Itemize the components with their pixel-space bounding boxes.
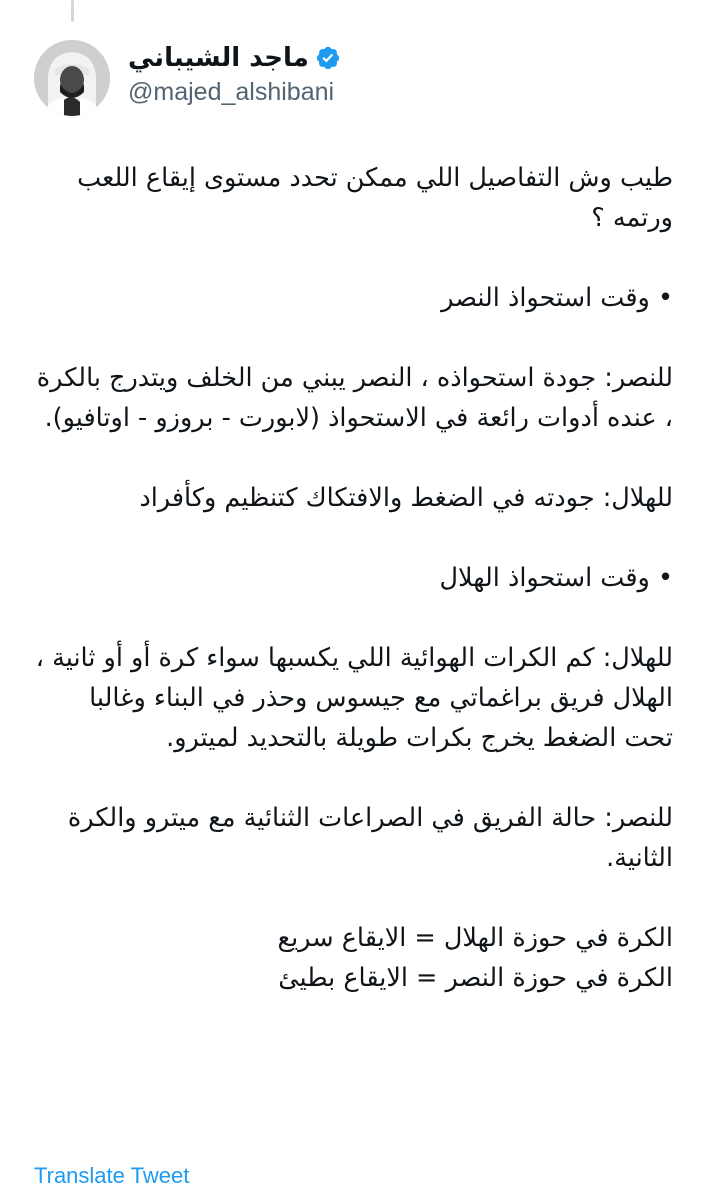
- verified-badge-icon: [315, 45, 341, 71]
- author-name-row: [128, 40, 341, 76]
- translate-tweet-link[interactable]: Translate Tweet: [34, 1163, 190, 1188]
- avatar[interactable]: [34, 40, 110, 116]
- tweet-paragraph: • وقت استحواذ الهلال: [439, 563, 673, 593]
- tweet-body: [33, 158, 673, 998]
- author-display-name[interactable]: ماجد الشيباني: [128, 43, 309, 73]
- tweet-paragraph: للنصر: حالة الفريق في الصراعات الثنائية مع ميترو والكرة الثانية.: [67, 803, 673, 873]
- thread-connector-line: [71, 0, 74, 22]
- tweet-paragraph: • وقت استحواذ النصر: [441, 283, 673, 313]
- tweet-paragraph: للهلال: كم الكرات الهوائية اللي يكسبها سواء كرة أو أو ثانية ، الهلال فريق براغماتي مع جيسوس وحذر في البناء وغالبا تحت الضغط يخرج بكرات طويلة بالتحديد لميترو.: [35, 643, 673, 753]
- avatar-photo-icon: [34, 40, 110, 116]
- tweet-paragraph: الكرة في حوزة الهلال = الايقاع سريع الكرة في حوزة النصر = الايقاع بطيئ: [277, 923, 673, 993]
- author-handle[interactable]: @majed_alshibani: [128, 78, 335, 106]
- tweet-paragraph: للنصر: جودة استحواذه ، النصر يبني من الخلف ويتدرج بالكرة ، عنده أدوات رائعة في الاستحواذ (لابورت - بروزو - اوتافيو).: [36, 363, 673, 433]
- tweet-paragraph: طيب وش التفاصيل اللي ممكن تحدد مستوى إيقاع اللعب ورتمه ؟: [77, 163, 673, 233]
- tweet-paragraph: للهلال: جودته في الضغط والافتكاك كتنظيم وكأفراد: [139, 483, 673, 513]
